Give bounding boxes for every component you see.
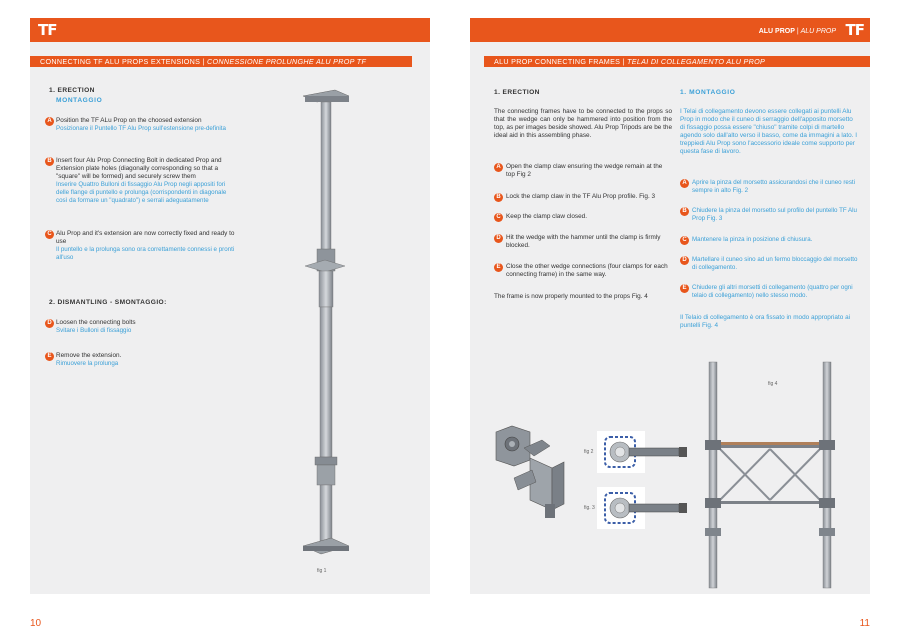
en-step-c: C Keep the clamp claw closed. <box>494 213 672 221</box>
step-text-it: Il puntello e la prolunga sono ora correttamente connessi e pronti all'uso <box>56 246 235 261</box>
frame-assembly-illustration <box>695 358 845 590</box>
en-step-a: A Open the clamp claw ensuring the wedge remain at the top Fig 2 <box>494 163 672 179</box>
section-title-bar: CONNECTING TF ALU PROPS EXTENSIONS | CONNESSIONE PROLUNGHE ALU PROP TF <box>30 56 412 67</box>
step-d <box>45 319 237 335</box>
left-page <box>30 18 430 629</box>
page-number-right: 11 <box>859 618 870 629</box>
step-badge: A <box>45 117 54 126</box>
step-text-it: Posizionare il Puntello TF Alu Prop sull'estensione pre-definita <box>56 125 226 132</box>
erection-heading: 1. ERECTION <box>494 89 540 96</box>
step-badge: B <box>45 157 54 166</box>
montaggio-heading: 1. MONTAGGIO <box>680 89 736 96</box>
it-step-b: B Chiudere la pinza del morsetto sul profilo del puntello TF Alu Prop Fig. 3 <box>680 207 858 223</box>
erection-heading: 1. ERECTION <box>49 87 95 94</box>
section-title-it: TELAI DI COLLEGAMENTO ALU PROP <box>627 57 766 66</box>
fig1-label: fig 1 <box>317 568 327 574</box>
step-e <box>45 352 237 368</box>
it-step-a: A Aprire la pinza del morsetto assicurandosi che il cuneo resti sempre in alto Fig. 2 <box>680 179 858 195</box>
dismantling-heading: 2. DISMANTLING - SMONTAGGIO: <box>49 299 167 306</box>
en-step-e: E Close the other wedge connections (four clamps for each connecting frame) in the same way. <box>494 263 672 279</box>
fig3-label: fig. 3 <box>584 505 595 511</box>
step-badge: C <box>45 230 54 239</box>
top-bar-right <box>470 18 870 42</box>
step-text-en: Alu Prop and it's extension are now correctly fixed and ready to use <box>56 230 235 245</box>
page-number-left: 10 <box>30 618 42 629</box>
step-text-en: Insert four Alu Prop Connecting Bolt in dedicated Prop and Extension plate holes (diagonally corresponding so that a "square" will be formed) and securely screw them <box>56 157 222 180</box>
conclusion-en: The frame is now properly mounted to the props Fig. 4 <box>494 293 648 300</box>
fig4-label: fig 4 <box>768 381 778 387</box>
montaggio-heading: MONTAGGIO <box>56 97 103 104</box>
fig2-label: fig 2 <box>584 449 594 455</box>
tf-logo: TF <box>845 21 864 39</box>
en-step-b: B Lock the clamp claw in the TF Alu Prop profile. Fig. 3 <box>494 193 672 201</box>
step-c <box>45 230 237 262</box>
it-step-e: E Chiudere gli altri morsetti di collegamento (quattro per ogni telaio di collegamento) nello stesso modo. <box>680 284 858 300</box>
step-text-en: Loosen the connecting bolts <box>56 319 136 326</box>
step-b <box>45 157 237 205</box>
step-badge: D <box>45 319 54 328</box>
fig3-clamp-detail <box>597 487 687 529</box>
step-badge: E <box>45 352 54 361</box>
intro-it: I Telai di collegamento devono essere collegati ai puntelli Alu Prop in modo che il cuneo di serraggio dell'apposito morsetto di fissaggio possa essere "chiuso" tramite colpi di martello agendo solo dall'alto verso il basso, come da immagini a lato. I treppiedi Alu Prop sono l'accessorio ideale come supporto per questa fase di lavoro. <box>680 108 858 155</box>
section-title: ALU PROP CONNECTING FRAMES <box>494 57 621 66</box>
step-text-en: Position the TF ALu Prop on the choosed extension <box>56 117 202 124</box>
step-a <box>45 117 237 133</box>
right-page <box>470 18 870 629</box>
en-step-d: D Hit the wedge with the hammer until the clamp is firmly blocked. <box>494 234 672 250</box>
clamp-illustration <box>490 418 580 528</box>
top-bar-left <box>30 18 430 42</box>
section-title-bar: ALU PROP CONNECTING FRAMES | TELAI DI COLLEGAMENTO ALU PROP <box>484 56 870 67</box>
fig2-clamp-detail <box>597 431 687 473</box>
header-title: ALU PROP | ALU PROP <box>758 28 836 35</box>
step-text-it: Svitare i Bulloni di fissaggio <box>56 327 132 334</box>
it-step-c: C Mantenere la pinza in posizione di chiusura. <box>680 236 858 244</box>
intro-en: The connecting frames have to be connected to the props so that the wedge can only be hammered into position from the top, as per images beside showed. Alu Prop Tripods are be the ideal aid in this assembling phase. <box>494 108 672 139</box>
it-step-d: D Martellare il cuneo sino ad un fermo bloccaggio del morsetto di collegamento. <box>680 256 858 272</box>
conclusion-it: Il Telaio di collegamento è ora fissato in modo appropriato ai puntelli Fig. 4 <box>680 314 851 329</box>
tf-logo: TF <box>38 21 57 39</box>
alu-prop-illustration <box>295 84 355 564</box>
step-text-it: Rimuovere la prolunga <box>56 360 119 367</box>
section-title: CONNECTING TF ALU PROPS EXTENSIONS <box>40 57 201 66</box>
section-title-it: CONNESSIONE PROLUNGHE ALU PROP TF <box>207 57 367 66</box>
step-text-it: Inserire Quattro Bulloni di fissaggio Alu Prop negli appositi fori delle flange di puntello e prolunga (corrispondenti in diagonale così da formare un "quadrato") e serrali adeguatamente <box>56 181 227 204</box>
step-text-en: Remove the extension. <box>56 352 122 359</box>
